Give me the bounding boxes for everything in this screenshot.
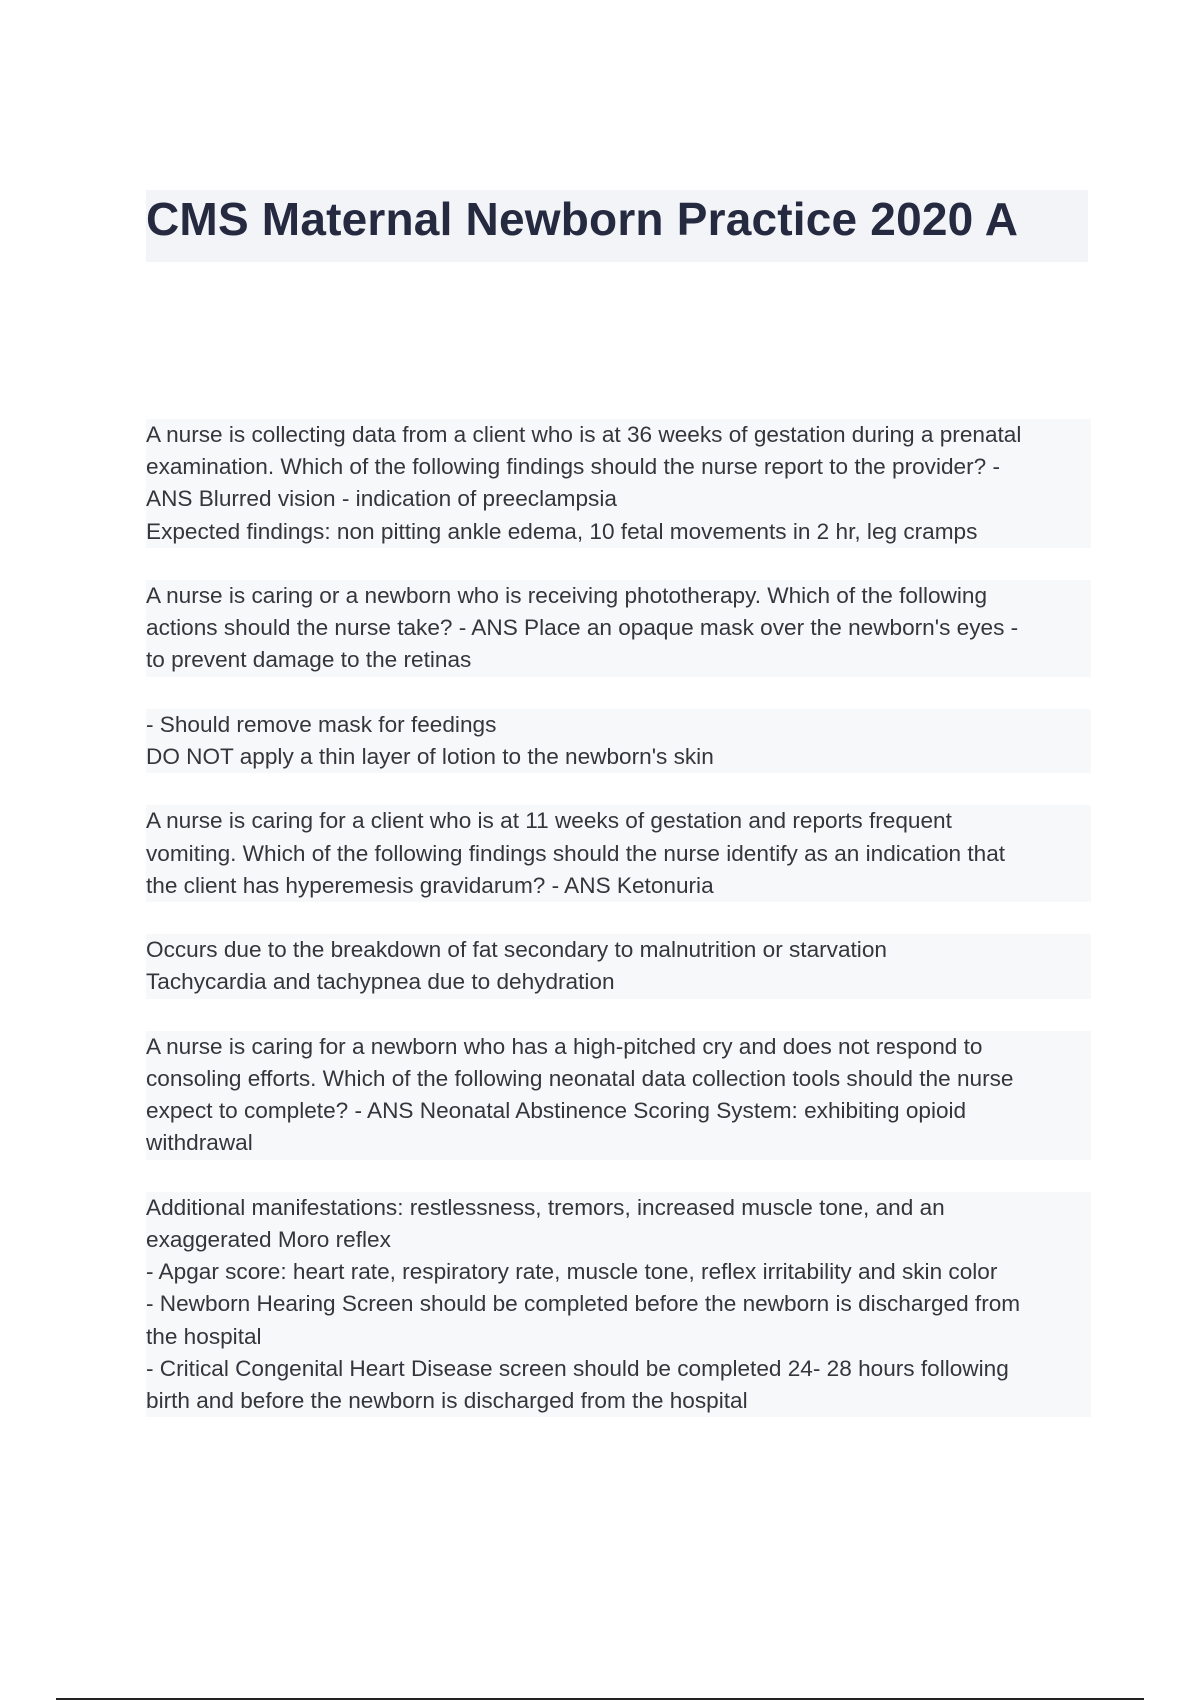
title-band — [146, 190, 1088, 262]
text-line: Additional manifestations: restlessness, tremors, increased muscle tone, and an — [146, 1192, 1091, 1224]
paragraph-mask-notes — [146, 709, 1091, 773]
text-line: - Newborn Hearing Screen should be completed before the newborn is discharged from — [146, 1288, 1091, 1320]
paragraph-phototherapy — [146, 580, 1091, 677]
paragraph-abstinence-scoring — [146, 1031, 1091, 1160]
text-line: consoling efforts. Which of the following neonatal data collection tools should the nurse — [146, 1063, 1091, 1095]
document-body — [146, 419, 1091, 1449]
page-title: CMS Maternal Newborn Practice 2020 A — [146, 193, 1019, 245]
text-line: withdrawal — [146, 1127, 1091, 1159]
text-line: A nurse is caring for a client who is at 11 weeks of gestation and reports frequent — [146, 805, 1091, 837]
text-line: the hospital — [146, 1321, 1091, 1353]
text-line: A nurse is caring for a newborn who has a high-pitched cry and does not respond to — [146, 1031, 1091, 1063]
text-line: vomiting. Which of the following findings should the nurse identify as an indication that — [146, 838, 1091, 870]
paragraph-ketonuria-notes — [146, 934, 1091, 998]
text-line: to prevent damage to the retinas — [146, 644, 1091, 676]
text-line: Expected findings: non pitting ankle edema, 10 fetal movements in 2 hr, leg cramps — [146, 516, 1091, 548]
text-line: the client has hyperemesis gravidarum? - ANS Ketonuria — [146, 870, 1091, 902]
paragraph-hyperemesis — [146, 805, 1091, 902]
text-line: A nurse is collecting data from a client who is at 36 weeks of gestation during a prenatal — [146, 419, 1091, 451]
text-line: actions should the nurse take? - ANS Place an opaque mask over the newborn's eyes - — [146, 612, 1091, 644]
text-line: - Critical Congenital Heart Disease screen should be completed 24- 28 hours following — [146, 1353, 1091, 1385]
text-line: Occurs due to the breakdown of fat secondary to malnutrition or starvation — [146, 934, 1091, 966]
text-line: - Apgar score: heart rate, respiratory rate, muscle tone, reflex irritability and skin color — [146, 1256, 1091, 1288]
text-line: expect to complete? - ANS Neonatal Abstinence Scoring System: exhibiting opioid — [146, 1095, 1091, 1127]
text-line: Tachycardia and tachypnea due to dehydration — [146, 966, 1091, 998]
text-line: ANS Blurred vision - indication of preeclampsia — [146, 483, 1091, 515]
text-line: - Should remove mask for feedings — [146, 709, 1091, 741]
text-line: examination. Which of the following findings should the nurse report to the provider? - — [146, 451, 1091, 483]
text-line: A nurse is caring or a newborn who is receiving phototherapy. Which of the following — [146, 580, 1091, 612]
text-line: DO NOT apply a thin layer of lotion to the newborn's skin — [146, 741, 1091, 773]
paragraph-additional-manifestations — [146, 1192, 1091, 1417]
text-line: exaggerated Moro reflex — [146, 1224, 1091, 1256]
text-line: birth and before the newborn is discharged from the hospital — [146, 1385, 1091, 1417]
paragraph-preeclampsia — [146, 419, 1091, 548]
